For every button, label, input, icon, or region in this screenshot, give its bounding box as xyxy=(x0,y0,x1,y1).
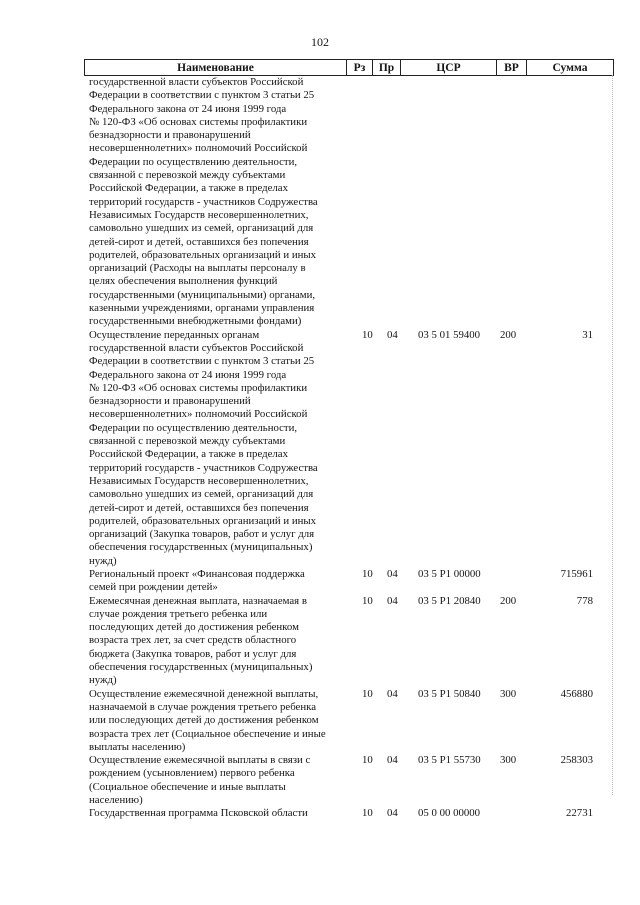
row-pr: 04 xyxy=(387,754,398,767)
table-row xyxy=(0,595,640,688)
row-rz: 10 xyxy=(362,567,373,580)
row-name: Ежемесячная денежная выплата, назначаемая в случае рождения третьего ребенка или последующих детей до достижения ребенком возраста трех лет, за счет средств областного бюджета (Закупка товаров, работ и услуг для обеспечения государственных (муниципальных) нужд) xyxy=(89,594,313,687)
row-rz: 10 xyxy=(362,807,373,820)
row-vr: 200 xyxy=(500,594,517,607)
row-rz: 10 xyxy=(362,687,373,700)
header-csr: ЦСР xyxy=(400,60,496,76)
row-sum: 258303 xyxy=(560,754,593,767)
row-sum: 22731 xyxy=(566,807,593,820)
row-csr: 03 5 01 59400 xyxy=(418,328,481,341)
row-name: Осуществление переданных органам государственной власти субъектов Российской Федерации в соответствии с пунктом 3 статьи 25 Федерального закона от 24 июня 1999 года № 120-ФЗ «Об основах системы профилактики безнадзорности и правонарушений несовершеннолетних» полномочий Российской Федерации по осуществлению деятельности, связанной с перевозкой между субъектами Российской Федерации, а также в пределах территорий государств - участников Содружества Независимых Государств несовершеннолетних, самовольно ушедших из семей, организаций для детей-сирот и детей, оставшихся без попечения родителей, образовательных организаций и иных организаций (Закупка товаров, работ и услуг для обеспечения государственных (муниципальных) нужд) xyxy=(89,328,318,567)
row-pr: 04 xyxy=(387,807,398,820)
table-row xyxy=(0,688,640,754)
row-name: Осуществление ежемесячной выплаты в связи с рождением (усыновлением) первого ребенка (Социальное обеспечение и иные выплаты населению) xyxy=(89,754,311,807)
row-name: Государственная программа Псковской области xyxy=(89,807,308,820)
row-csr: 05 0 00 00000 xyxy=(418,807,481,820)
row-vr: 300 xyxy=(500,754,517,767)
row-name: Региональный проект «Финансовая поддержка семей при рождении детей» xyxy=(89,567,305,594)
row-pr: 04 xyxy=(387,567,398,580)
header-pr: Пр xyxy=(372,60,400,76)
row-csr: 03 5 P1 50840 xyxy=(418,687,481,700)
table-header xyxy=(84,59,614,76)
table-body xyxy=(0,76,640,821)
table-row xyxy=(0,754,640,807)
row-rz: 10 xyxy=(362,328,373,341)
row-name: государственной власти субъектов Российской Федерации в соответствии с пунктом 3 статьи 25 Федерального закона от 24 июня 1999 года № 120-ФЗ «Об основах системы профилактики безнадзорности и правонарушений несовершеннолетних» полномочий Российской Федерации по осуществлению деятельности, связанной с перевозкой между субъектами Российской Федерации, а также в пределах территорий государств - участников Содружества Независимых Государств несовершеннолетних, самовольно ушедших из семей, организаций для детей-сирот и детей, оставшихся без попечения родителей, образовательных организаций и иных организаций (Расходы на выплаты персоналу в целях обеспечения выполнения функций государственными (муниципальными) органами, казенными учреждениями, органами управления государственными внебюджетными фондами) xyxy=(89,76,318,328)
row-pr: 04 xyxy=(387,328,398,341)
row-rz: 10 xyxy=(362,754,373,767)
header-sum: Сумма xyxy=(526,60,614,76)
row-pr: 04 xyxy=(387,687,398,700)
row-sum: 715961 xyxy=(560,567,593,580)
table-row xyxy=(0,76,640,329)
row-sum: 31 xyxy=(582,328,593,341)
row-vr: 300 xyxy=(500,687,517,700)
row-name: Осуществление ежемесячной денежной выплаты, назначаемой в случае рождения третьего ребенка или последующих детей до достижения ребенком возраста трех лет (Социальное обеспечение и иные выплаты населению) xyxy=(89,687,326,753)
table-row xyxy=(0,329,640,568)
row-sum: 778 xyxy=(576,594,593,607)
page-number: 102 xyxy=(311,35,329,49)
row-csr: 03 5 P1 20840 xyxy=(418,594,481,607)
table-row xyxy=(0,568,640,595)
header-vr: ВР xyxy=(496,60,526,76)
row-vr: 200 xyxy=(500,328,517,341)
table-row xyxy=(0,807,640,820)
row-rz: 10 xyxy=(362,594,373,607)
row-pr: 04 xyxy=(387,594,398,607)
row-sum: 456880 xyxy=(560,687,593,700)
row-csr: 03 5 P1 55730 xyxy=(418,754,481,767)
header-name: Наименование xyxy=(84,60,346,76)
row-csr: 03 5 P1 00000 xyxy=(418,567,481,580)
header-rz: Рз xyxy=(346,60,372,76)
